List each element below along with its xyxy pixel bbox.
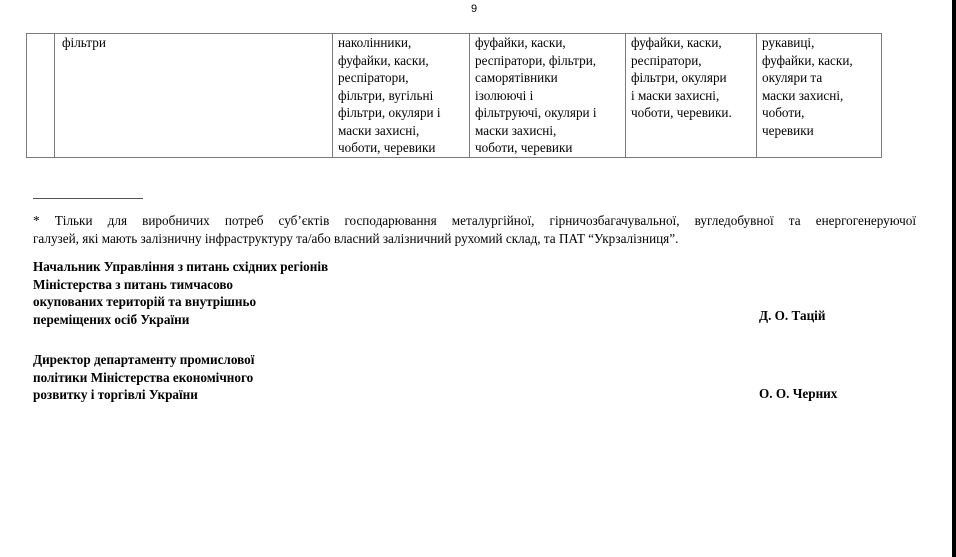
footnote-line: галузей, які мають залізничну інфраструктуру та/або власний залізничний рухомий склад, та ПАТ “Укрзалізниця”. — [33, 231, 679, 246]
signatory-name-2: О. О. Черних — [759, 386, 838, 401]
cell-line: чоботи, черевики. — [631, 105, 732, 120]
cell-line: фільтри, окуляри — [631, 70, 727, 85]
cell-line: черевики — [762, 122, 814, 138]
cell-line: фуфайки, каски, — [475, 35, 566, 50]
cell-line: респіратори, фільтри, — [475, 52, 597, 68]
table-cell-col1 — [55, 34, 333, 158]
cell-line: ізолюючі і — [475, 87, 534, 103]
table-cell-col4 — [626, 34, 757, 158]
signature-title-line: Директор департаменту промислової — [33, 352, 255, 367]
cell-line: фільтри, окуляри і — [338, 105, 441, 120]
signature-title-line: розвитку і торгівлі України — [33, 387, 198, 402]
cell-line: фуфайки, каски, — [762, 52, 853, 68]
page-edge — [952, 0, 956, 557]
cell-line: фільтруючі, окуляри і — [475, 105, 597, 120]
signature-title-line: Міністерства з питань тимчасово — [33, 276, 233, 292]
table-cell-col3 — [470, 34, 626, 158]
cell-line: саморятівники — [475, 70, 558, 85]
cell-line: маски захисні, — [338, 122, 420, 138]
cell-line: маски захисні, — [475, 122, 557, 138]
cell-line: фуфайки, каски, — [338, 52, 429, 68]
cell-line: рукавиці, — [762, 35, 815, 50]
footnote-separator — [33, 198, 143, 199]
cell-line: фільтри, вугільні — [338, 87, 434, 103]
cell-line: чоботи, черевики — [475, 140, 573, 155]
cell-line: фуфайки, каски, — [631, 35, 722, 50]
signature-title-line: Начальник Управління з питань східних регіонів — [33, 259, 329, 274]
signature-title-line: переміщених осіб України — [33, 311, 190, 327]
signature-title-line: політики Міністерства економічного — [33, 369, 254, 385]
page-number: 9 — [470, 3, 478, 15]
table-cell-col2 — [333, 34, 470, 158]
table-cell-number — [27, 34, 55, 158]
cell-line: чоботи, — [762, 105, 805, 120]
cell-line: і маски захисні, — [631, 87, 720, 103]
footnote-line: * Тільки для виробничих потреб суб’єктів господарювання металургійної, гірничозбагачувальної, вугледобувної та енергогенеруючої — [33, 213, 916, 228]
cell-line: наколінники, — [338, 35, 412, 50]
signature-title-2 — [33, 351, 254, 404]
signature-title-line: окупованих територій та внутрішньо — [33, 294, 257, 309]
table-cell-col5 — [757, 34, 882, 158]
table-row — [27, 34, 882, 158]
signature-title-1 — [33, 258, 328, 328]
cell-line: фільтри — [62, 35, 106, 50]
signatory-name-1: Д. О. Тацій — [759, 308, 826, 323]
cell-line: маски захисні, — [762, 87, 844, 103]
cell-line: окуляри та — [762, 70, 823, 85]
protective-equipment-table — [26, 33, 882, 158]
footnote — [33, 212, 916, 248]
cell-line: респіратори, — [631, 52, 702, 68]
cell-line: чоботи, черевики — [338, 140, 436, 155]
cell-line: респіратори, — [338, 70, 409, 85]
